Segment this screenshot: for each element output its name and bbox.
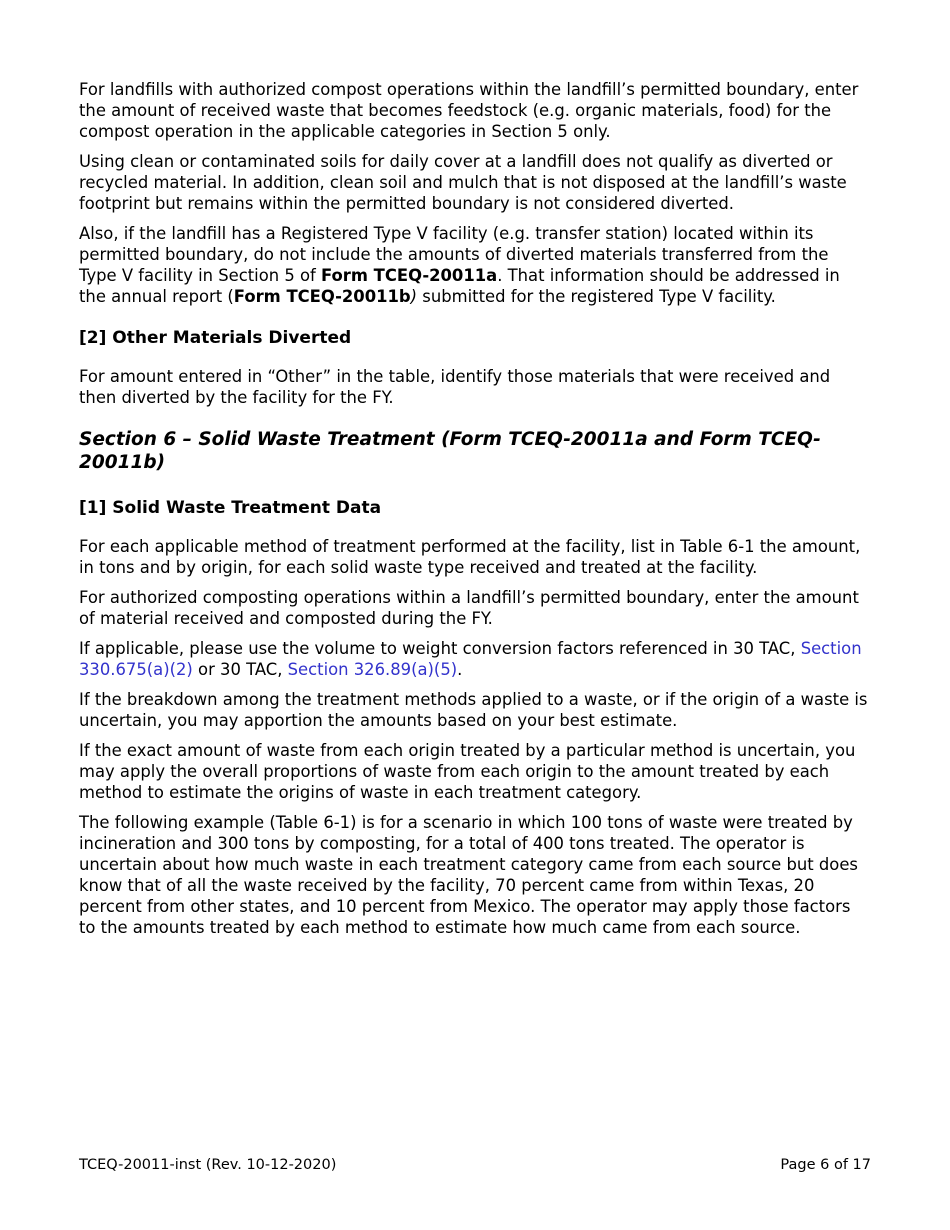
paragraph-compost-feedstock: For landfills with authorized compost operations within the landfill’s permitted boundary, enter the amount of received waste that becomes feedstock (e.g. organic materials, food) for the compost operation in the applicable categories in Section 5 only. <box>79 80 859 141</box>
paragraph-conversion-factors: If applicable, please use the volume to weight conversion factors referenced in 30 TAC, Section 330.675(a)(2) or 30 TAC, Section 326.89(a)(5). <box>79 639 862 679</box>
paragraph-example: The following example (Table 6-1) is for a scenario in which 100 tons of waste were treated by incineration and 300 tons by composting, for a total of 400 tons treated. The operator is uncertain about how much waste in each treatment category came from each source but does know that of all the waste received by the facility, 70 percent came from within Texas, 20 percent from other states, and 10 percent from Mexico. The operator may apply those factors to the amounts treated by each method to estimate how much came from each source. <box>79 813 858 937</box>
heading-other-materials: [2] Other Materials Diverted <box>79 328 352 348</box>
paragraph-proportions: If the exact amount of waste from each origin treated by a particular method is uncertain, you may apply the overall proportions of waste from each origin to the amount treated by each method to estimate the origins of waste in each treatment category. <box>79 741 856 802</box>
document-body <box>79 79 871 947</box>
paragraph-other-materials: For amount entered in “Other” in the table, identify those materials that were received and then diverted by the facility for the FY. <box>79 367 831 407</box>
heading-treatment-data: [1] Solid Waste Treatment Data <box>79 498 382 518</box>
heading-section-6: Section 6 – Solid Waste Treatment (Form TCEQ-20011a and Form TCEQ-20011b) <box>79 429 821 473</box>
paragraph-type-v-facility: Also, if the landfill has a Registered Type V facility (e.g. transfer station) located within its permitted boundary, do not include the amounts of diverted materials transferred from the Type V facility in Section 5 of Form TCEQ-20011a. That information should be addressed in the annual report (Form TCEQ-20011b) submitted for the registered Type V facility. <box>79 224 840 306</box>
link-section-326[interactable]: Section 326.89(a)(5) <box>287 660 458 679</box>
paragraph-composting: For authorized composting operations within a landfill’s permitted boundary, enter the amount of material received and composted during the FY. <box>79 588 859 628</box>
link-section-330[interactable]: Section 330.675(a)(2) <box>79 639 862 679</box>
footer-page-number: Page 6 of 17 <box>780 1157 871 1173</box>
paragraph-breakdown: If the breakdown among the treatment methods applied to a waste, or if the origin of a waste is uncertain, you may apportion the amounts based on your best estimate. <box>79 690 868 730</box>
paragraph-treatment-methods: For each applicable method of treatment performed at the facility, list in Table 6-1 the amount, in tons and by origin, for each solid waste type received and treated at the facility. <box>79 537 861 577</box>
footer-form-id: TCEQ-20011-inst (Rev. 10-12-2020) <box>79 1157 337 1173</box>
paragraph-daily-cover: Using clean or contaminated soils for daily cover at a landfill does not qualify as diverted or recycled material. In addition, clean soil and mulch that is not disposed at the landfill’s waste footprint but remains within the permitted boundary is not considered diverted. <box>79 152 847 213</box>
